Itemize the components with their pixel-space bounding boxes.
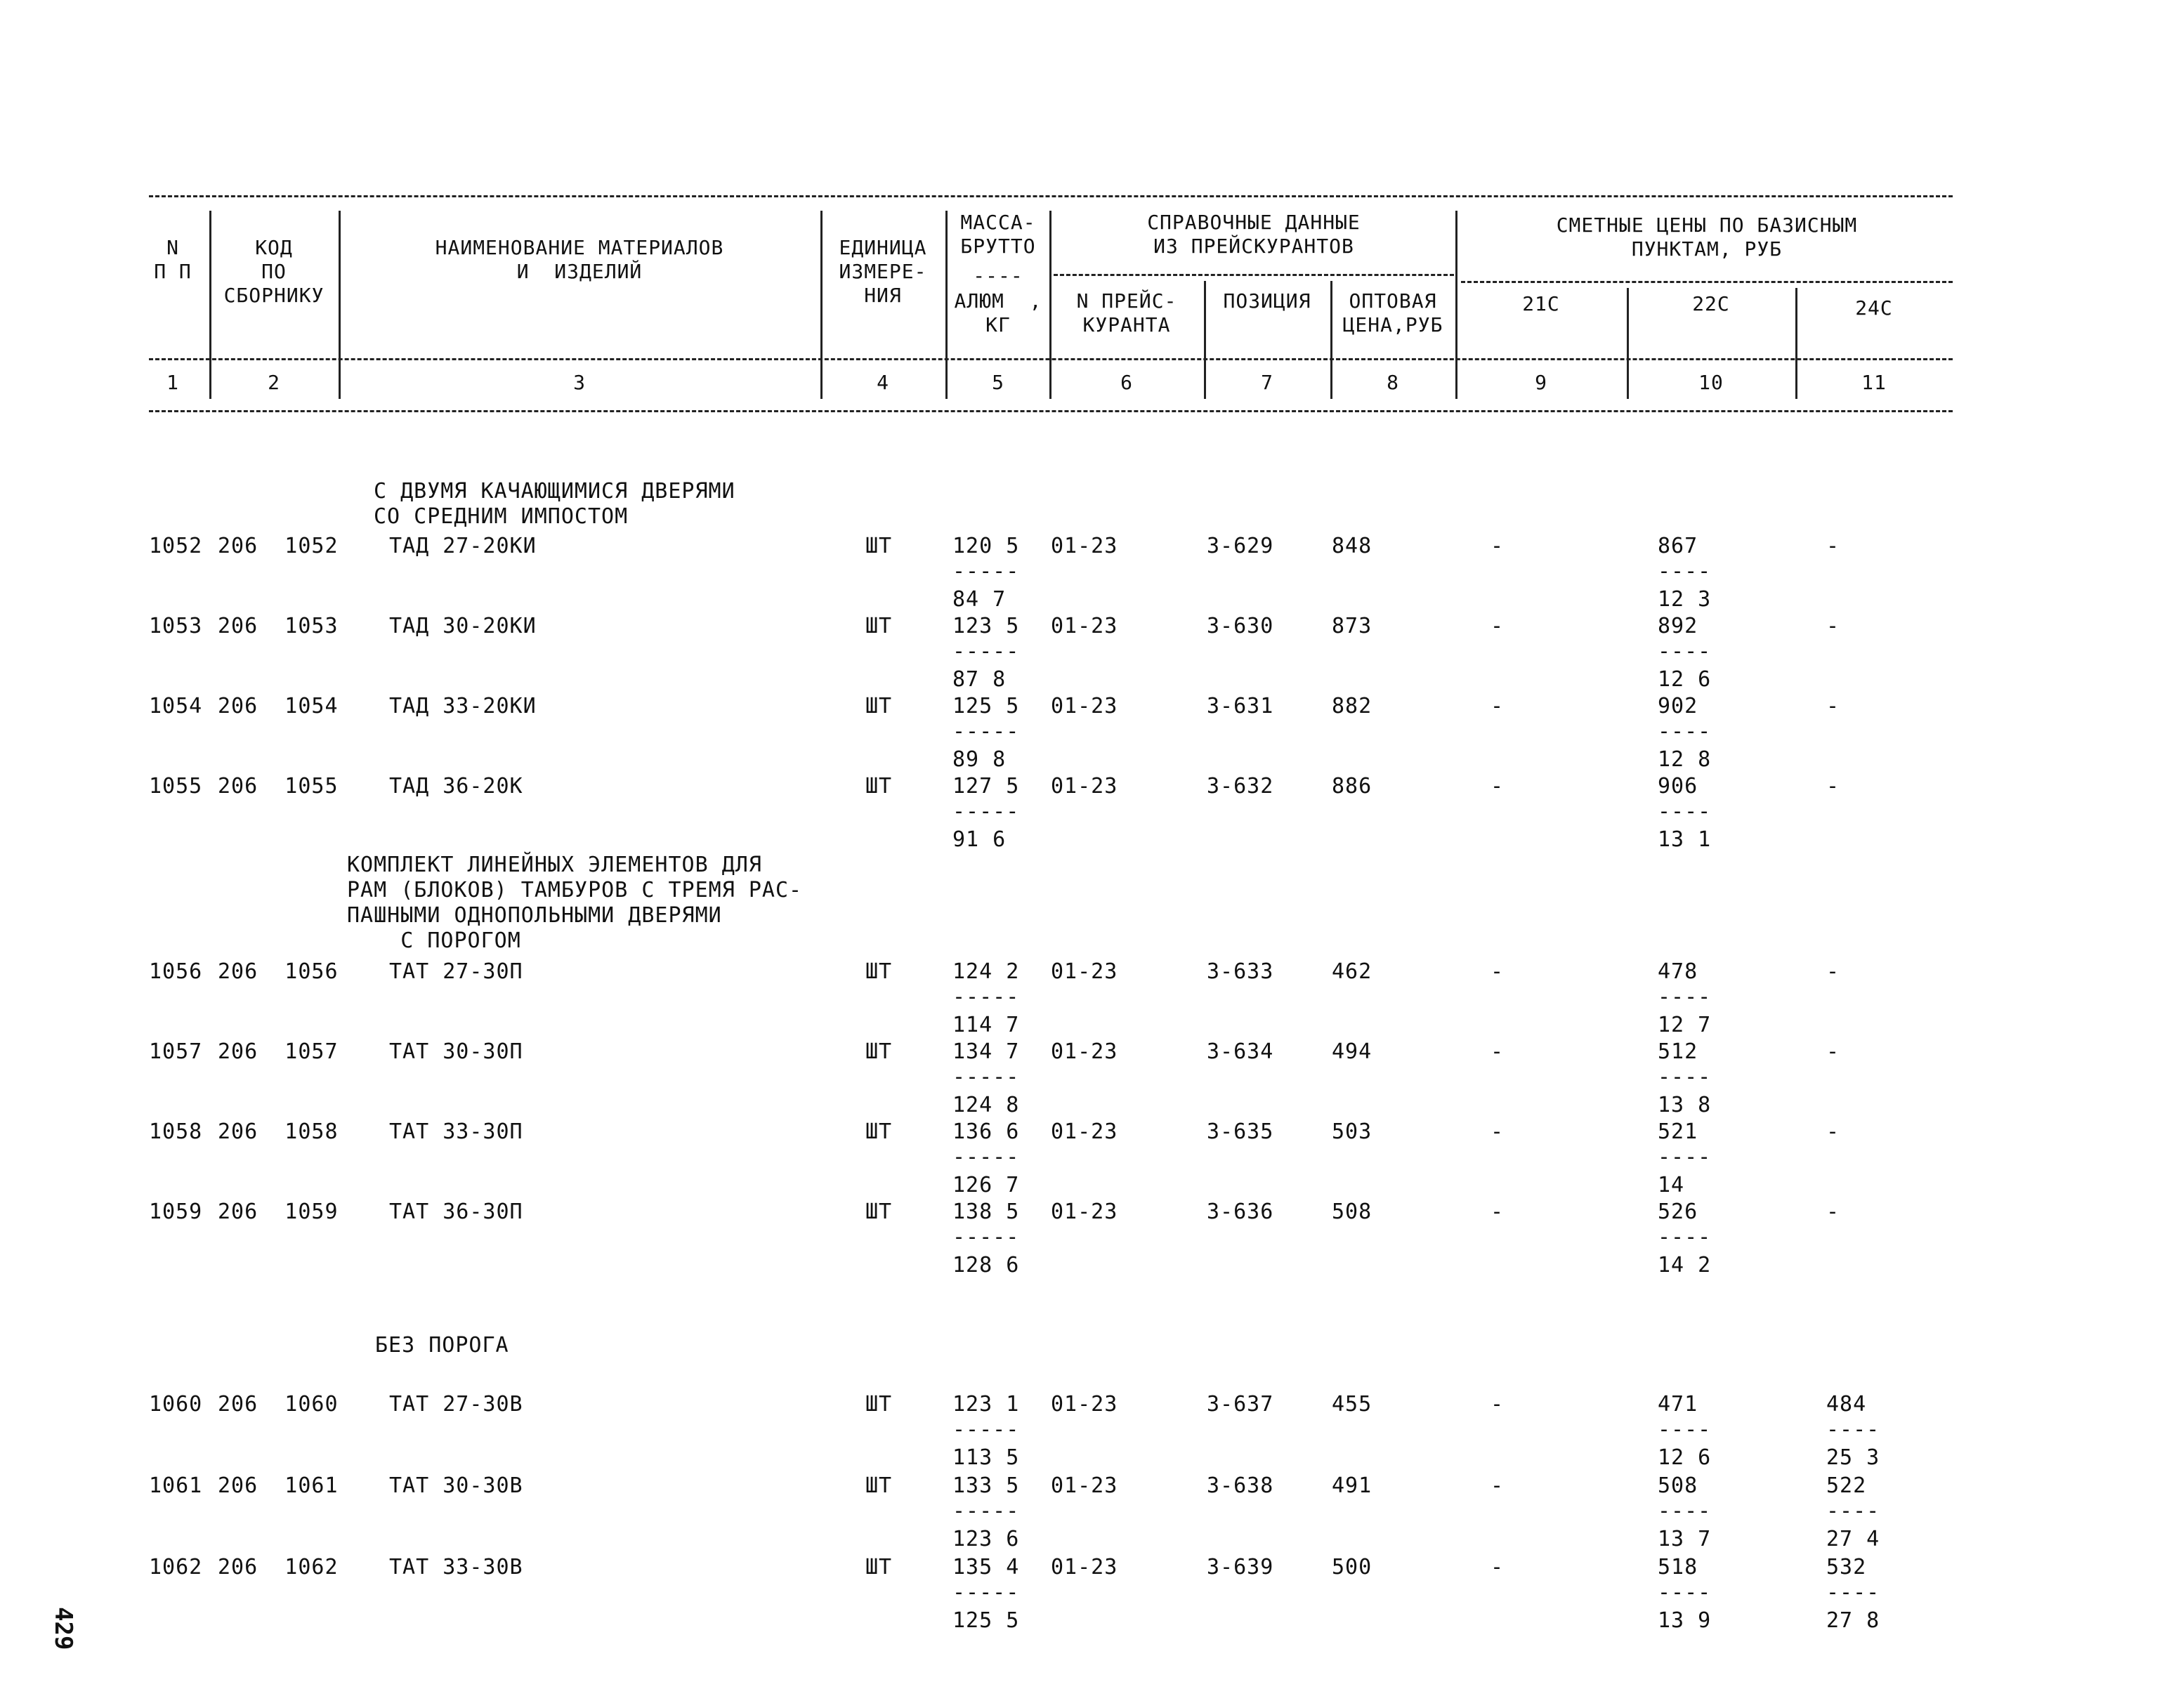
row-p22-sub: 12 3: [1658, 587, 1712, 612]
row-name: ТАТ 30-30П: [389, 1039, 523, 1064]
row-p24-line: ----: [1826, 1499, 1880, 1523]
col-number: 2: [268, 371, 280, 394]
header-sub-rule-ref: [1054, 274, 1454, 276]
col-number: 11: [1861, 371, 1887, 394]
row-pricelist: 01-23: [1051, 534, 1118, 558]
row-p21: -: [1491, 1039, 1505, 1064]
row-position: 3-633: [1207, 959, 1274, 984]
row-p22-sub: 13 7: [1658, 1527, 1712, 1551]
row-number: 1059: [149, 1200, 203, 1224]
section-title: БЕЗ ПОРОГА: [375, 1333, 509, 1358]
row-number: 1060: [149, 1392, 203, 1417]
row-alum: 124 8: [952, 1093, 1020, 1117]
row-mass-line: -----: [952, 1417, 1020, 1442]
row-number: 1058: [149, 1119, 203, 1144]
row-p22: 518: [1658, 1555, 1698, 1579]
row-code: 206 1061: [218, 1473, 339, 1498]
row-wholesale: 455: [1332, 1392, 1372, 1417]
col-separator: [339, 211, 341, 399]
col-number: 10: [1698, 371, 1724, 394]
row-unit: ШТ: [865, 959, 893, 984]
row-p22: 902: [1658, 694, 1698, 718]
row-mass: 123 1: [952, 1392, 1020, 1417]
row-p22: 906: [1658, 774, 1698, 799]
row-p22: 867: [1658, 534, 1698, 558]
row-p24-sub: 25 3: [1826, 1445, 1880, 1470]
row-position: 3-635: [1207, 1119, 1274, 1144]
header-col11: 24С: [1855, 296, 1893, 320]
row-p22-sub: 14 2: [1658, 1253, 1712, 1277]
row-p24: 532: [1826, 1555, 1867, 1579]
row-mass: 135 4: [952, 1555, 1020, 1579]
row-p21: -: [1491, 959, 1505, 984]
row-number: 1052: [149, 534, 203, 558]
row-wholesale: 873: [1332, 614, 1372, 638]
row-p24: -: [1826, 534, 1840, 558]
row-number: 1061: [149, 1473, 203, 1498]
row-p22-sub: 12 6: [1658, 1445, 1712, 1470]
row-wholesale: 462: [1332, 959, 1372, 984]
row-code: 206 1059: [218, 1200, 339, 1224]
row-code: 206 1060: [218, 1392, 339, 1417]
row-position: 3-638: [1207, 1473, 1274, 1498]
row-p24-line: ----: [1826, 1417, 1880, 1442]
row-unit: ШТ: [865, 1119, 893, 1144]
col-number: 8: [1387, 371, 1399, 394]
row-alum: 128 6: [952, 1253, 1020, 1277]
row-unit: ШТ: [865, 1392, 893, 1417]
row-p22-sub: 14: [1658, 1173, 1685, 1197]
header-group-prices: СМЕТНЫЕ ЦЕНЫ ПО БАЗИСНЫМ ПУНКТАМ, РУБ: [1556, 214, 1858, 261]
row-p22-sub: 12 6: [1658, 667, 1712, 692]
row-p24: -: [1826, 1039, 1840, 1064]
row-mass: 124 2: [952, 959, 1020, 984]
row-wholesale: 848: [1332, 534, 1372, 558]
row-code: 206 1058: [218, 1119, 339, 1144]
row-mass-line: -----: [952, 985, 1020, 1009]
row-p21: -: [1491, 1392, 1505, 1417]
header-num-rule: [149, 410, 1953, 412]
row-p24-sub: 27 8: [1826, 1608, 1880, 1633]
row-mass: 127 5: [952, 774, 1020, 799]
row-p21: -: [1491, 534, 1505, 558]
row-p21: -: [1491, 614, 1505, 638]
row-p21: -: [1491, 694, 1505, 718]
row-pricelist: 01-23: [1051, 1555, 1118, 1579]
row-unit: ШТ: [865, 1039, 893, 1064]
row-code: 206 1053: [218, 614, 339, 638]
row-p21: -: [1491, 774, 1505, 799]
row-alum: 126 7: [952, 1173, 1020, 1197]
row-p22-line: ----: [1658, 1580, 1712, 1605]
header-col9: 21С: [1522, 292, 1560, 315]
col-number: 6: [1120, 371, 1133, 394]
row-mass: 125 5: [952, 694, 1020, 718]
row-code: 206 1056: [218, 959, 339, 984]
row-position: 3-634: [1207, 1039, 1274, 1064]
row-mass-line: -----: [952, 799, 1020, 824]
row-name: ТАТ 27-30В: [389, 1392, 523, 1417]
header-col3: НАИМЕНОВАНИЕ МАТЕРИАЛОВ И ИЗДЕЛИЙ: [435, 236, 724, 283]
row-alum: 87 8: [952, 667, 1007, 692]
col-number: 5: [992, 371, 1004, 394]
row-mass-line: -----: [952, 559, 1020, 584]
row-name: ТАТ 33-30П: [389, 1119, 523, 1144]
row-wholesale: 494: [1332, 1039, 1372, 1064]
row-wholesale: 491: [1332, 1473, 1372, 1498]
row-p22: 892: [1658, 614, 1698, 638]
row-wholesale: 508: [1332, 1200, 1372, 1224]
row-mass-line: -----: [952, 1145, 1020, 1169]
row-pricelist: 01-23: [1051, 959, 1118, 984]
row-wholesale: 500: [1332, 1555, 1372, 1579]
row-number: 1054: [149, 694, 203, 718]
row-p24: -: [1826, 774, 1840, 799]
header-col5-top: МАССА- БРУТТО: [960, 211, 1036, 258]
row-p22: 478: [1658, 959, 1698, 984]
header-col8: ОПТОВАЯ ЦЕНА,РУБ: [1342, 289, 1443, 336]
row-p22-sub: 13 1: [1658, 827, 1712, 852]
row-mass-line: -----: [952, 639, 1020, 664]
header-col2: КОД ПО СБОРНИКУ: [223, 236, 325, 307]
header-col1: N П П: [154, 236, 192, 283]
row-number: 1055: [149, 774, 203, 799]
row-p21: -: [1491, 1119, 1505, 1144]
row-pricelist: 01-23: [1051, 614, 1118, 638]
row-code: 206 1055: [218, 774, 339, 799]
header-col6: N ПРЕЙС- КУРАНТА: [1076, 289, 1177, 336]
row-mass-line: -----: [952, 1580, 1020, 1605]
row-p24: -: [1826, 1119, 1840, 1144]
row-alum: 91 6: [952, 827, 1007, 852]
row-name: ТАД 33-20КИ: [389, 694, 537, 718]
row-pricelist: 01-23: [1051, 1200, 1118, 1224]
header-col4: ЕДИНИЦА ИЗМЕРЕ- НИЯ: [839, 236, 927, 307]
col-number: 9: [1535, 371, 1547, 394]
row-wholesale: 882: [1332, 694, 1372, 718]
row-alum: 84 7: [952, 587, 1007, 612]
row-mass: 133 5: [952, 1473, 1020, 1498]
row-pricelist: 01-23: [1051, 774, 1118, 799]
header-col7: ПОЗИЦИЯ: [1223, 289, 1311, 313]
row-p24-sub: 27 4: [1826, 1527, 1880, 1551]
row-name: ТАТ 27-30П: [389, 959, 523, 984]
row-p22-sub: 13 9: [1658, 1608, 1712, 1633]
row-wholesale: 503: [1332, 1119, 1372, 1144]
row-alum: 123 6: [952, 1527, 1020, 1551]
header-top-rule: [149, 195, 1953, 197]
row-p24: -: [1826, 959, 1840, 984]
row-position: 3-630: [1207, 614, 1274, 638]
row-p22-sub: 12 8: [1658, 747, 1712, 772]
row-unit: ШТ: [865, 1200, 893, 1224]
header-group-ref: СПРАВОЧНЫЕ ДАННЫЕ ИЗ ПРЕЙСКУРАНТОВ: [1147, 211, 1361, 258]
row-p24: 522: [1826, 1473, 1867, 1498]
row-position: 3-631: [1207, 694, 1274, 718]
row-unit: ШТ: [865, 774, 893, 799]
row-p22-line: ----: [1658, 1417, 1712, 1442]
row-p22-line: ----: [1658, 1225, 1712, 1249]
row-name: ТАТ 30-30В: [389, 1473, 523, 1498]
row-number: 1056: [149, 959, 203, 984]
col-number: 3: [573, 371, 586, 394]
row-p22-sub: 12 7: [1658, 1013, 1712, 1037]
row-unit: ШТ: [865, 694, 893, 718]
row-name: ТАТ 33-30В: [389, 1555, 523, 1579]
row-code: 206 1052: [218, 534, 339, 558]
row-position: 3-632: [1207, 774, 1274, 799]
row-p22-sub: 13 8: [1658, 1093, 1712, 1117]
row-p22: 512: [1658, 1039, 1698, 1064]
row-name: ТАД 27-20КИ: [389, 534, 537, 558]
header-sub-rule-prices: [1461, 281, 1953, 283]
row-p22: 521: [1658, 1119, 1698, 1144]
row-unit: ШТ: [865, 1473, 893, 1498]
row-p22-line: ----: [1658, 985, 1712, 1009]
row-unit: ШТ: [865, 1555, 893, 1579]
row-wholesale: 886: [1332, 774, 1372, 799]
row-p22-line: ----: [1658, 719, 1712, 744]
col-number: 7: [1261, 371, 1273, 394]
row-p21: -: [1491, 1200, 1505, 1224]
row-p21: -: [1491, 1473, 1505, 1498]
row-alum: 114 7: [952, 1013, 1020, 1037]
row-alum: 113 5: [952, 1445, 1020, 1470]
row-mass-line: -----: [952, 719, 1020, 744]
row-mass: 123 5: [952, 614, 1020, 638]
row-pricelist: 01-23: [1051, 1119, 1118, 1144]
row-mass: 120 5: [952, 534, 1020, 558]
page-number: 429: [49, 1607, 77, 1650]
section-title: С ДВУМЯ КАЧАЮЩИМИСЯ ДВЕРЯМИ СО СРЕДНИМ ИМПОСТОМ: [374, 479, 735, 529]
row-code: 206 1054: [218, 694, 339, 718]
row-number: 1057: [149, 1039, 203, 1064]
row-position: 3-639: [1207, 1555, 1274, 1579]
row-p24: -: [1826, 1200, 1840, 1224]
row-p22-line: ----: [1658, 799, 1712, 824]
row-name: ТАТ 36-30П: [389, 1200, 523, 1224]
row-p22-line: ----: [1658, 1145, 1712, 1169]
row-pricelist: 01-23: [1051, 1039, 1118, 1064]
row-number: 1053: [149, 614, 203, 638]
header-col5-bottom: АЛЮМ , КГ: [954, 289, 1042, 336]
row-name: ТАД 36-20К: [389, 774, 523, 799]
row-mass-line: -----: [952, 1499, 1020, 1523]
row-unit: ШТ: [865, 534, 893, 558]
row-p22-line: ----: [1658, 639, 1712, 664]
row-p24: 484: [1826, 1392, 1867, 1417]
section-title: КОМПЛЕКТ ЛИНЕЙНЫХ ЭЛЕМЕНТОВ ДЛЯ РАМ (БЛОКОВ) ТАМБУРОВ С ТРЕМЯ РАС- ПАШНЫМИ ОДНОПОЛЬНЫМИ ДВЕРЯМИ С ПОРОГОМ: [347, 853, 803, 953]
row-p22: 526: [1658, 1200, 1698, 1224]
row-mass: 134 7: [952, 1039, 1020, 1064]
row-p24: -: [1826, 694, 1840, 718]
row-mass-line: -----: [952, 1065, 1020, 1089]
header-col10: 22С: [1692, 292, 1730, 315]
row-alum: 125 5: [952, 1608, 1020, 1633]
row-p21: -: [1491, 1555, 1505, 1579]
row-mass-line: -----: [952, 1225, 1020, 1249]
row-name: ТАД 30-20КИ: [389, 614, 537, 638]
row-mass: 138 5: [952, 1200, 1020, 1224]
row-p24: -: [1826, 614, 1840, 638]
col-number: 1: [166, 371, 179, 394]
row-p22-line: ----: [1658, 559, 1712, 584]
row-number: 1062: [149, 1555, 203, 1579]
row-p24-line: ----: [1826, 1580, 1880, 1605]
row-position: 3-629: [1207, 534, 1274, 558]
row-p22: 471: [1658, 1392, 1698, 1417]
row-code: 206 1062: [218, 1555, 339, 1579]
row-code: 206 1057: [218, 1039, 339, 1064]
row-p22-line: ----: [1658, 1065, 1712, 1089]
row-alum: 89 8: [952, 747, 1007, 772]
row-pricelist: 01-23: [1051, 1473, 1118, 1498]
col-number: 4: [877, 371, 889, 394]
row-unit: ШТ: [865, 614, 893, 638]
row-pricelist: 01-23: [1051, 694, 1118, 718]
row-mass: 136 6: [952, 1119, 1020, 1144]
row-position: 3-637: [1207, 1392, 1274, 1417]
row-p22-line: ----: [1658, 1499, 1712, 1523]
row-position: 3-636: [1207, 1200, 1274, 1224]
row-pricelist: 01-23: [1051, 1392, 1118, 1417]
row-p22: 508: [1658, 1473, 1698, 1498]
header-col5-frac: ----: [973, 264, 1023, 287]
